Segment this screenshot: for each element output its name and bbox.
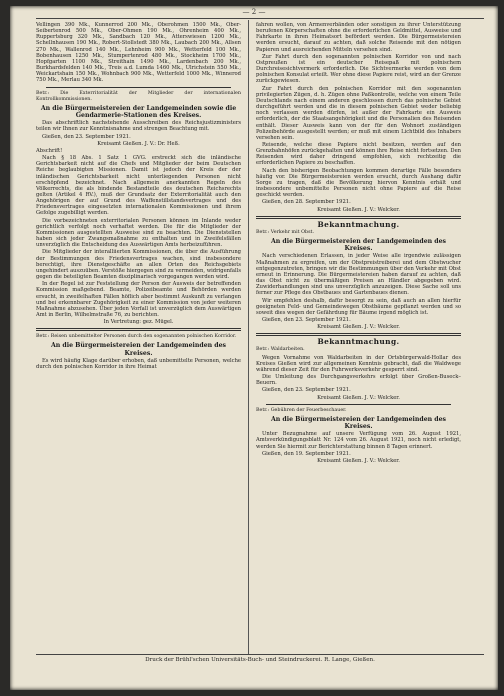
subject-line: Betr.: Reisen unbemittelter Personen durch den sogenannten polnischen Korridor. <box>36 334 237 340</box>
section-heading: An die Bürgermeistereien der Landgemeinden des Kreises. <box>50 342 227 357</box>
paragraph: Unter Bezugnahme auf unsere Verfügung vom 26. August 1921, Amtsverkündigungsblatt Nr. 124 vom 26. August 1921, noch nicht erledigt, werden Sie hiermit zur Berichterstattung binnen 8 Tagen erinnert. <box>256 431 461 450</box>
paragraph: Nach den bisherigen Beobachtungen kommen derartige Fälle besonders häufig vor. Die Bürgermeistereien werden ersucht, durch Aushang dafür Sorge zu tragen, daß die Bevölkerung hiervon Kenntnis erhält und insbesondere unbemittelte Personen nicht ohne Papiere auf die Reise geschickt werden. <box>256 167 461 199</box>
paragraph: Die Mitglieder der interalliierten Kommissionen, die über die Ausführung der Bestimmungen des Friedensvertrages wachen, sind insbesondere berechtigt, ihre Dienstgeschäfte an allen Orten des Reichsgebiets ungehindert auszuüben. Verstöße hiergegen sind zu vermeiden, widrigenfalls gegen die beteiligten Beamten disziplinarisch vorgegangen werden wird. <box>36 249 241 281</box>
paragraph: Nach verschiedenen Erlassen, in jeder Weise alle irgendwie zulässigen Maßnahmen zu ergreifen, um der Obstpreistreiberei und dem Obstwucher entgegenzutreten, bringen wir die Bestimmungen über den Verkehr mit Obst erneut in Erinnerung. Die Bürgermeistereien haben darauf zu achten, daß das Obst nicht zu übermäßigen Preisen an Händler abgegeben wird. Zuwiderhandlungen sind uns unverzüglich anzuzeigen. Diese Sache soll uns ferner zur Pflege des Obstbaues und Gartenbaues dienen. <box>256 253 461 297</box>
paragraph: Zur Fahrt durch den sogenannten polnischen Korridor von und nach Ostpreußen ist ein deutscher Reisepaß mit polnischem Durchreisesichtvermerk erforderlich. Die Sichtvermerke werden von dem polnischen Konsulat erteilt. Wer ohne diese Papiere reist, wird an der Grenze zurückgewiesen. <box>256 53 461 85</box>
date-line: Gießen, den 28. September 1921. <box>262 199 351 206</box>
section-rule <box>256 333 461 336</box>
section-rule <box>46 87 231 88</box>
right-column <box>256 22 461 650</box>
subject-line: Betr.: Waldarbeiten. <box>256 347 305 353</box>
announcement-title: Bekanntmachung. <box>317 219 400 229</box>
printer-imprint: Druck der Brühl'schen Universitäts-Buch- und Steindruckerei. R. Lange, Gießen. <box>36 654 484 663</box>
column-divider <box>248 20 249 654</box>
paragraph: Die Umleitung des Durchgangsverkehrs erfolgt über Großen-Buseck–Beuern. <box>256 374 461 387</box>
newspaper-page <box>10 6 498 690</box>
signature-line: In Vertretung: gez. Mügel. <box>103 319 174 326</box>
header-rule <box>36 18 484 19</box>
section-rule <box>266 404 451 405</box>
section-heading: An die Bürgermeistereien der Landgemeinden des Kreises. <box>270 415 447 431</box>
signature-line: Kreisamt Gießen. J. V.: Welcker. <box>317 457 400 464</box>
paragraph: Wegen Vornahme von Waldarbeiten in der Ortsbürgerwald-Hollar des Kreises Gießen wird zur allgemeinen Kenntnis gebracht, daß die Waldwege während dieser Zeit für den Fuhrwerksverkehr gesperrt sind. <box>256 354 461 373</box>
section-heading: An die Bürgermeistereien der Landgemeinden sowie die Gendarmerie-Stationen des Kreises. <box>40 104 237 120</box>
paragraph: Nach § 18 Abs. 1 Satz 1 GVG. erstreckt sich die inländische Gerichtsbarkeit nicht auf die Chefs und Mitglieder der beim Deutschen Reiche beglaubigten Missionen. Damit ist jedoch der Kreis der der inländischen Gerichtsbarkeit nicht unterliegenden Personen nicht erschöpfend bezeichnet. Nach allgemein anerkannten Regeln des Völkerrechts, die als bindende Bestandteile des deutschen Reichsrechts gelten (Artikel 4 RV.), muß der Grundsatz der Exterritorialität auch den Angehörigen der auf Grund des Waffenstillstandsvertrages und des Friedensvertrages eingesetzten internationalen Kommissionen und ihrem Gefolge zugebilligt werden. <box>36 155 241 217</box>
paragraph: Die vorbezeichneten exterritorialen Personen können im Inlande weder gerichtlich verfolgt noch verhaftet werden. Die für die Mitglieder der Kommissionen ausgestellten Ausweise sind zu beachten. Die Dienststellen haben sich jeder Zwangsmaßnahme zu enthalten und in Zweifelsfällen unverzüglich die Entscheidung des Auswärtigen Amts herbeizuführen. <box>36 217 241 249</box>
date-line: Gießen, den 23. September 1921. <box>42 133 131 140</box>
abschrift-label: Abschrift! <box>36 147 63 154</box>
section-rule <box>256 216 461 219</box>
subject-line: Betr.: Die Exterritorialität der Mitglieder der internationalen Kontrollkommissionen. <box>36 90 241 102</box>
announcement-title: Bekanntmachung. <box>317 337 400 347</box>
date-line: Gießen, den 23. September 1921. <box>262 316 351 323</box>
date-line: Gießen, den 19. September 1921. <box>262 450 351 457</box>
subject-line: Betr.: Verkehr mit Obst. <box>256 229 314 235</box>
paragraph: Reisende, welche diese Papiere nicht besitzen, werden auf den Grenzbahnhöfen zurückgehalten und können ihre Reise nicht fortsetzen. Den Reisenden wird daher dringend empfohlen, sich rechtzeitig die erforderlichen Papiere zu beschaffen. <box>256 141 461 167</box>
page-number: — 2 — <box>242 8 266 16</box>
signature-line: Kreisamt Gießen. J. V.: Welcker. <box>317 324 400 331</box>
signature-line: Kreisamt Gießen. J. V.: Dr. Heß. <box>97 140 180 147</box>
paragraph: Zur Fahrt durch den polnischen Korridor mit den sogenannten privilegierten Zügen, d. h. Zügen ohne Paßkontrolle, welche von einem Teile Deutschlands nach einem anderen geschlossen durch das polnische Gebiet durchgeführt werden und die in diesem polnischen Gebiet weder beliebig noch verlassen werden dürfen, ist außer der Fahrkarte ein Ausweis erforderlich, der die Staatsangehörigkeit und die Personalien des Reisenden enthält. Dieser Ausweis kann von der für den Wohnort zuständigen Polizeibehörde ausgestellt werden; er muß mit einem Lichtbild des Inhabers versehen sein. <box>256 85 461 141</box>
signature-line: Kreisamt Gießen. J. V.: Welcker. <box>317 206 400 213</box>
date-line: Gießen, den 23. September 1921. <box>262 387 351 394</box>
section-rule <box>36 328 241 331</box>
paragraph: Wir empfehlen deshalb, dafür besorgt zu sein, daß auch an allen hierfür geeigneten Feld- und Gemeindewegen Obstbäume gepflanzt werden und so soweit dies wegen der Gefährdung für Bäume irgend möglich ist. <box>256 297 461 316</box>
subject-line: Betr.: Gebühren der Feuerbeschauer. <box>256 407 347 413</box>
signature-line: Kreisamt Gießen. J. V.: Welcker. <box>317 394 400 401</box>
left-column <box>36 22 241 650</box>
paragraph: Es wird häufig Klage darüber erhoben, daß unbemittelte Personen, welche durch den polnischen Korridor in ihre Heimat <box>36 357 241 370</box>
section-heading: An die Bürgermeistereien der Landgemeinden des Kreises. <box>270 238 447 253</box>
paragraph: fahren wollen, von Armenverbänden oder sonstigen zu ihrer Unterstützung berufenen Körperschaften ohne die erforderlichen Geldmittel, Ausweise und Fahrkarte in ihren Heimatsort befördert werden. Die Bürgermeistereien werden ersucht, darauf zu achten, daß solche Reisende mit den nötigen Papieren und ausreichenden Mitteln versehen sind. <box>256 22 461 53</box>
paragraph: In der Regel ist zur Feststellung der Person der Ausweis der betreffenden Kommission maßgebend. Beamte, Polizeibeamte und Behörden werden ersucht, in zweifelhaften Fällen höflich aber bestimmt Auskunft zu verlangen und bei erkennbarer Zugehörigkeit zu einer Kommission von jeder weiteren Maßnahme abzusehen. Über jeden Vorfall ist unverzüglich dem Auswärtigen Amt in Berlin, Wilhelmstraße 76, zu berichten. <box>36 281 241 318</box>
paragraph: Das abschriftlich nachstehende Ausschreiben des Reichsjustizministers teilen wir Ihnen zur Kenntnisnahme und strengen Beachtung mit. <box>36 120 241 133</box>
donation-list: Vellingen 390 Mk., Kunnerrod 200 Mk., Oberohmen 1500 Mk., Ober-Seibertenrod 500 Mk., Ober-Ohmen 190 Mk., Ohrenheim 400 Mk., Ruppertsburg 320 Mk., Sandbach 120 Mk., Atterswiesen 1200 Mk., Schellnhausen 190 Mk., Robert-Stollstedt 380 Mk., Laubach 200 Mk., Allsen 270 Mk., Wallenrod 140 Mk., Lehnheim 900 Mk., Wetterfeld 100 Mk., Bobenhausen 1250 Mk., Stumpertenrod 480 Mk., Stockheim 1700 Mk., Hopfgarten 1100 Mk., Streithain 1490 Mk., Lardenbach 200 Mk., Burkhardsfelden 140 Mk., Treis a.d. Lumda 1460 Mk., Ulrichstein 550 Mk., Weickartshain 150 Mk., Wohnbach 900 Mk., Wetterfeld 1000 Mk., Winnerod 750 Mk., Merlau 340 Mk. <box>36 22 241 84</box>
